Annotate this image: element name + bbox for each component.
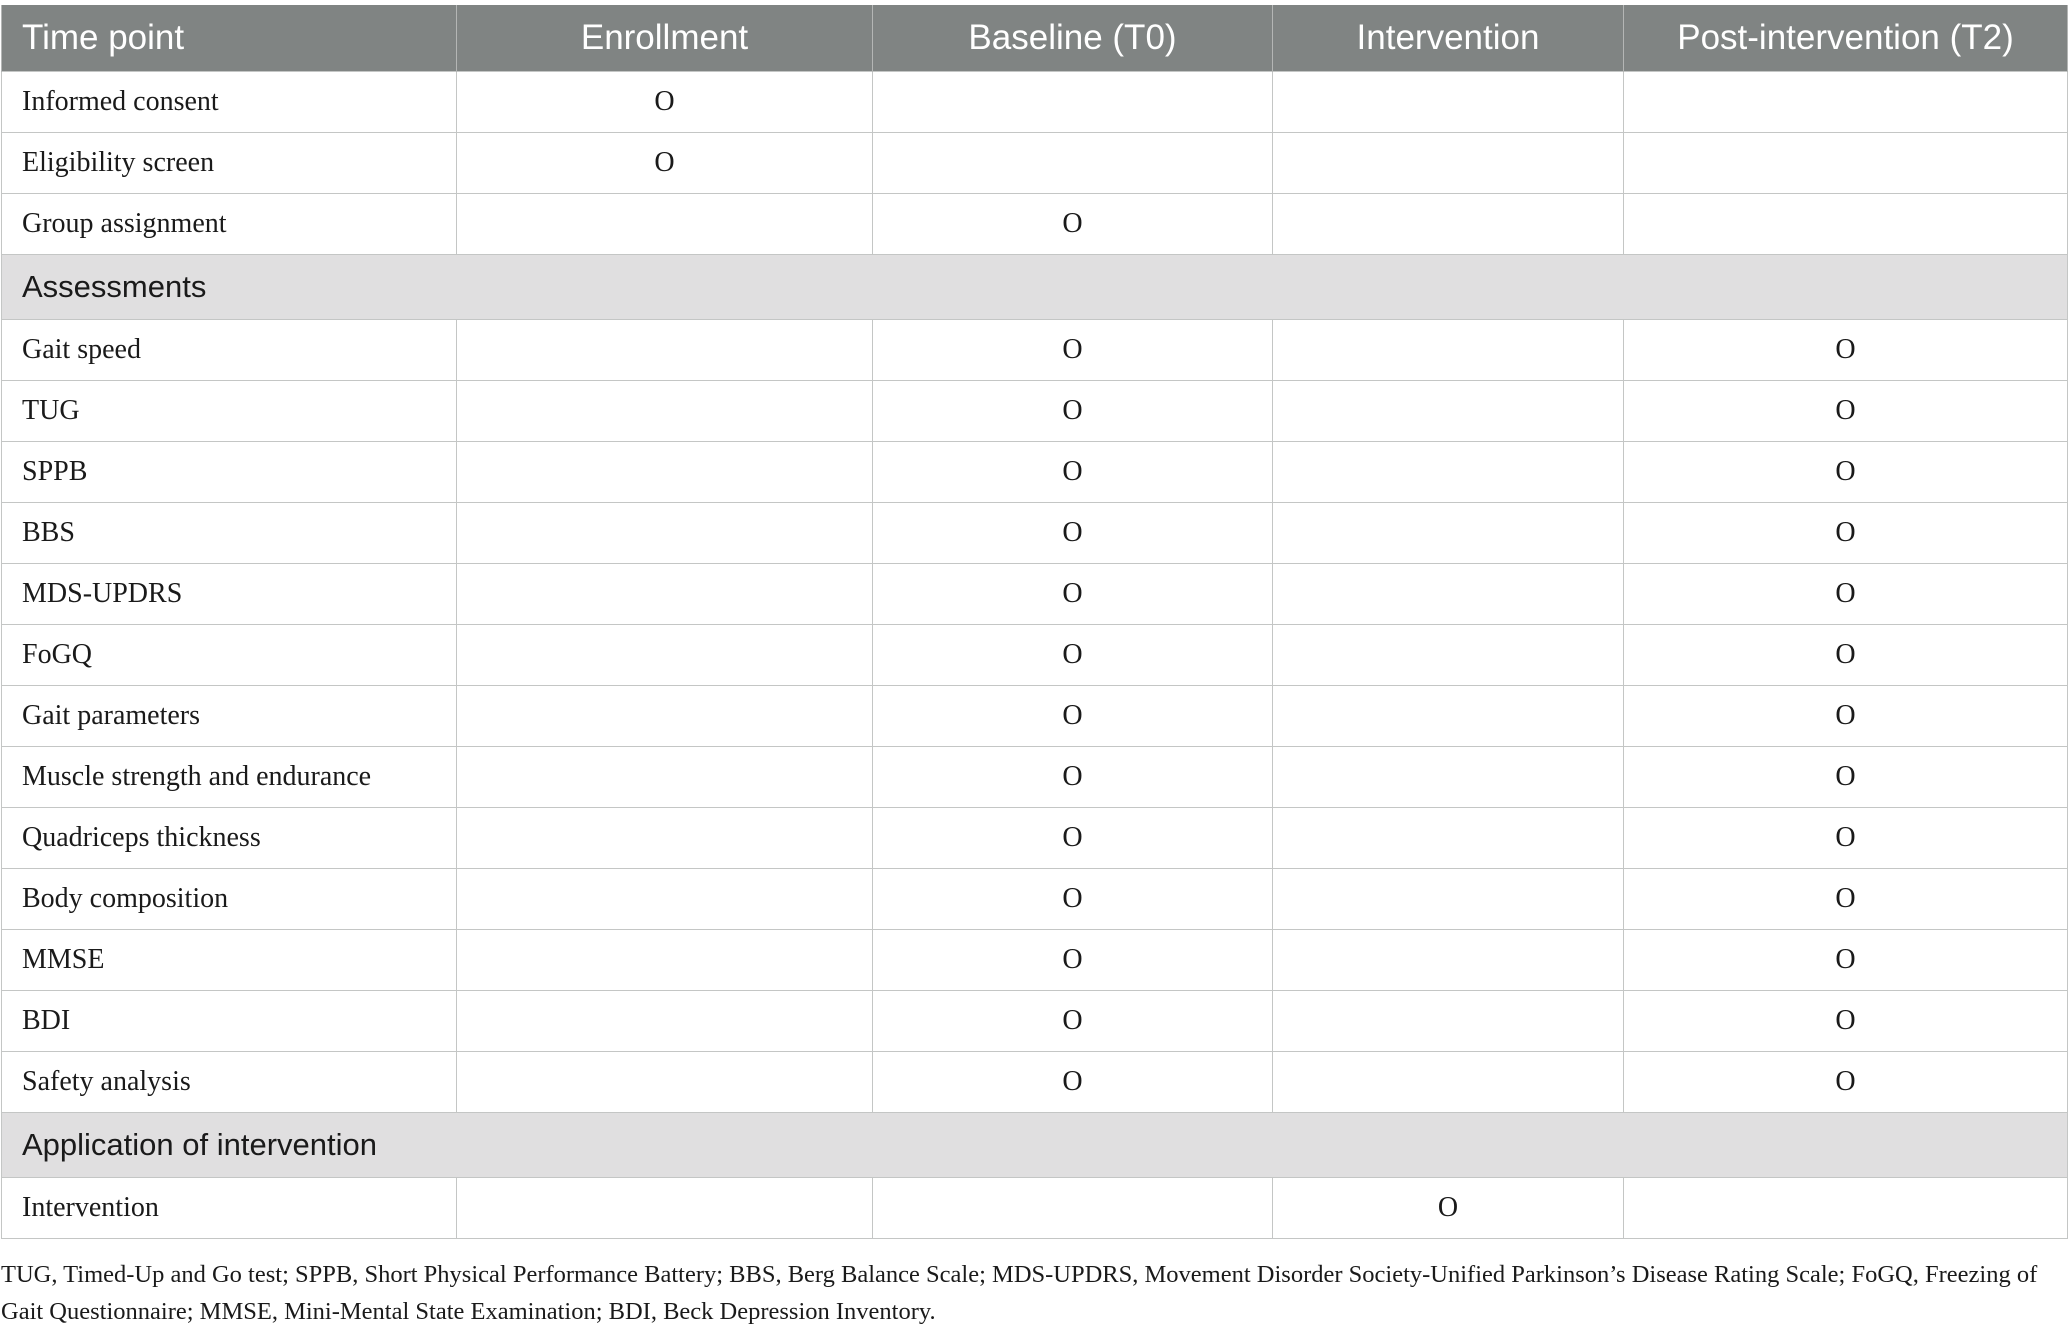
- table-row: [2, 320, 2068, 381]
- schedule-cell: [457, 686, 873, 747]
- schedule-cell: O: [873, 564, 1273, 625]
- table-footnote: TUG, Timed-Up and Go test; SPPB, Short Physical Performance Battery; BBS, Berg Balance Scale; MDS-UPDRS, Movement Disorder Society-Unified Parkinson’s Disease Rating Scale; FoGQ, Freezing of Gait Questionnaire; MMSE, Mini-Mental State Examination; BDI, Beck Depression Inventory.: [1, 1261, 2038, 1325]
- row-label: Body composition: [2, 869, 457, 930]
- schedule-cell: [1273, 808, 1624, 869]
- schedule-cell: [457, 747, 873, 808]
- schedule-table: [1, 5, 2068, 1239]
- table-row: [2, 194, 2068, 255]
- schedule-cell: [457, 442, 873, 503]
- schedule-cell: O: [873, 381, 1273, 442]
- schedule-cell: O: [457, 133, 873, 194]
- schedule-cell: [457, 991, 873, 1052]
- row-label: MMSE: [2, 930, 457, 991]
- table-row: [2, 930, 2068, 991]
- schedule-cell: [457, 1052, 873, 1113]
- schedule-cell: O: [1624, 1052, 2068, 1113]
- schedule-cell: [873, 133, 1273, 194]
- schedule-cell: [457, 808, 873, 869]
- schedule-cell: O: [873, 991, 1273, 1052]
- schedule-cell: [457, 503, 873, 564]
- schedule-cell: O: [873, 930, 1273, 991]
- schedule-cell: [1624, 194, 2068, 255]
- schedule-cell: [457, 194, 873, 255]
- schedule-cell: O: [1273, 1178, 1624, 1239]
- table-row: [2, 625, 2068, 686]
- table-row: [2, 686, 2068, 747]
- schedule-cell: [1273, 133, 1624, 194]
- schedule-cell: O: [1624, 381, 2068, 442]
- schedule-cell: [457, 1178, 873, 1239]
- schedule-cell: [1273, 503, 1624, 564]
- row-label: Muscle strength and endurance: [2, 747, 457, 808]
- schedule-cell: [1273, 930, 1624, 991]
- schedule-cell: [1273, 625, 1624, 686]
- row-label: Intervention: [2, 1178, 457, 1239]
- schedule-cell: [1624, 133, 2068, 194]
- schedule-cell: O: [873, 1052, 1273, 1113]
- schedule-cell: [1273, 320, 1624, 381]
- schedule-cell: O: [1624, 442, 2068, 503]
- schedule-cell: O: [873, 503, 1273, 564]
- row-label: Group assignment: [2, 194, 457, 255]
- schedule-cell: [1273, 1052, 1624, 1113]
- schedule-cell: O: [873, 442, 1273, 503]
- table-row: [2, 747, 2068, 808]
- header-row: [2, 5, 2068, 72]
- row-label: BDI: [2, 991, 457, 1052]
- schedule-cell: O: [1624, 808, 2068, 869]
- table-row: [2, 1178, 2068, 1239]
- table-row: [2, 564, 2068, 625]
- schedule-cell: [1273, 194, 1624, 255]
- table-row: [2, 991, 2068, 1052]
- schedule-cell: O: [873, 194, 1273, 255]
- schedule-cell: [457, 381, 873, 442]
- schedule-cell: O: [873, 320, 1273, 381]
- schedule-cell: O: [873, 808, 1273, 869]
- table-row: [2, 503, 2068, 564]
- schedule-cell: O: [873, 686, 1273, 747]
- schedule-cell: O: [1624, 991, 2068, 1052]
- schedule-cell: O: [1624, 686, 2068, 747]
- schedule-cell: [457, 320, 873, 381]
- schedule-cell: [1273, 564, 1624, 625]
- schedule-cell: O: [873, 869, 1273, 930]
- schedule-cell: [873, 1178, 1273, 1239]
- schedule-cell: O: [1624, 564, 2068, 625]
- schedule-cell: O: [457, 72, 873, 133]
- table-row: [2, 133, 2068, 194]
- table-body: [2, 72, 2068, 1239]
- column-header-post-intervention: Post-intervention (T2): [1624, 5, 2068, 72]
- row-label: Eligibility screen: [2, 133, 457, 194]
- schedule-cell: [1273, 72, 1624, 133]
- table-row: [2, 1052, 2068, 1113]
- schedule-cell: O: [1624, 503, 2068, 564]
- schedule-cell: [1273, 991, 1624, 1052]
- schedule-cell: O: [1624, 747, 2068, 808]
- table-row: [2, 381, 2068, 442]
- row-label: Gait speed: [2, 320, 457, 381]
- row-label: BBS: [2, 503, 457, 564]
- schedule-cell: O: [873, 747, 1273, 808]
- row-label: Informed consent: [2, 72, 457, 133]
- schedule-cell: [1624, 1178, 2068, 1239]
- schedule-cell: [457, 930, 873, 991]
- column-header-time-point: Time point: [2, 5, 457, 72]
- schedule-cell: [1273, 869, 1624, 930]
- table-row: [2, 869, 2068, 930]
- row-label: MDS-UPDRS: [2, 564, 457, 625]
- section-row: [2, 255, 2068, 320]
- column-header-baseline: Baseline (T0): [873, 5, 1273, 72]
- schedule-cell: O: [1624, 869, 2068, 930]
- column-header-intervention: Intervention: [1273, 5, 1624, 72]
- section-heading: Application of intervention: [2, 1113, 2068, 1178]
- schedule-cell: [457, 869, 873, 930]
- row-label: TUG: [2, 381, 457, 442]
- row-label: SPPB: [2, 442, 457, 503]
- schedule-cell: [1273, 747, 1624, 808]
- schedule-cell: [457, 625, 873, 686]
- section-row: [2, 1113, 2068, 1178]
- schedule-cell: [1624, 72, 2068, 133]
- schedule-cell: O: [873, 625, 1273, 686]
- schedule-cell: [873, 72, 1273, 133]
- schedule-cell: [1273, 686, 1624, 747]
- table-row: [2, 442, 2068, 503]
- column-header-enrollment: Enrollment: [457, 5, 873, 72]
- schedule-cell: [457, 564, 873, 625]
- row-label: Gait parameters: [2, 686, 457, 747]
- table-row: [2, 808, 2068, 869]
- table-row: [2, 72, 2068, 133]
- row-label: FoGQ: [2, 625, 457, 686]
- schedule-cell: O: [1624, 625, 2068, 686]
- schedule-cell: [1273, 442, 1624, 503]
- schedule-cell: O: [1624, 320, 2068, 381]
- schedule-cell: [1273, 381, 1624, 442]
- section-heading: Assessments: [2, 255, 2068, 320]
- schedule-cell: O: [1624, 930, 2068, 991]
- row-label: Safety analysis: [2, 1052, 457, 1113]
- row-label: Quadriceps thickness: [2, 808, 457, 869]
